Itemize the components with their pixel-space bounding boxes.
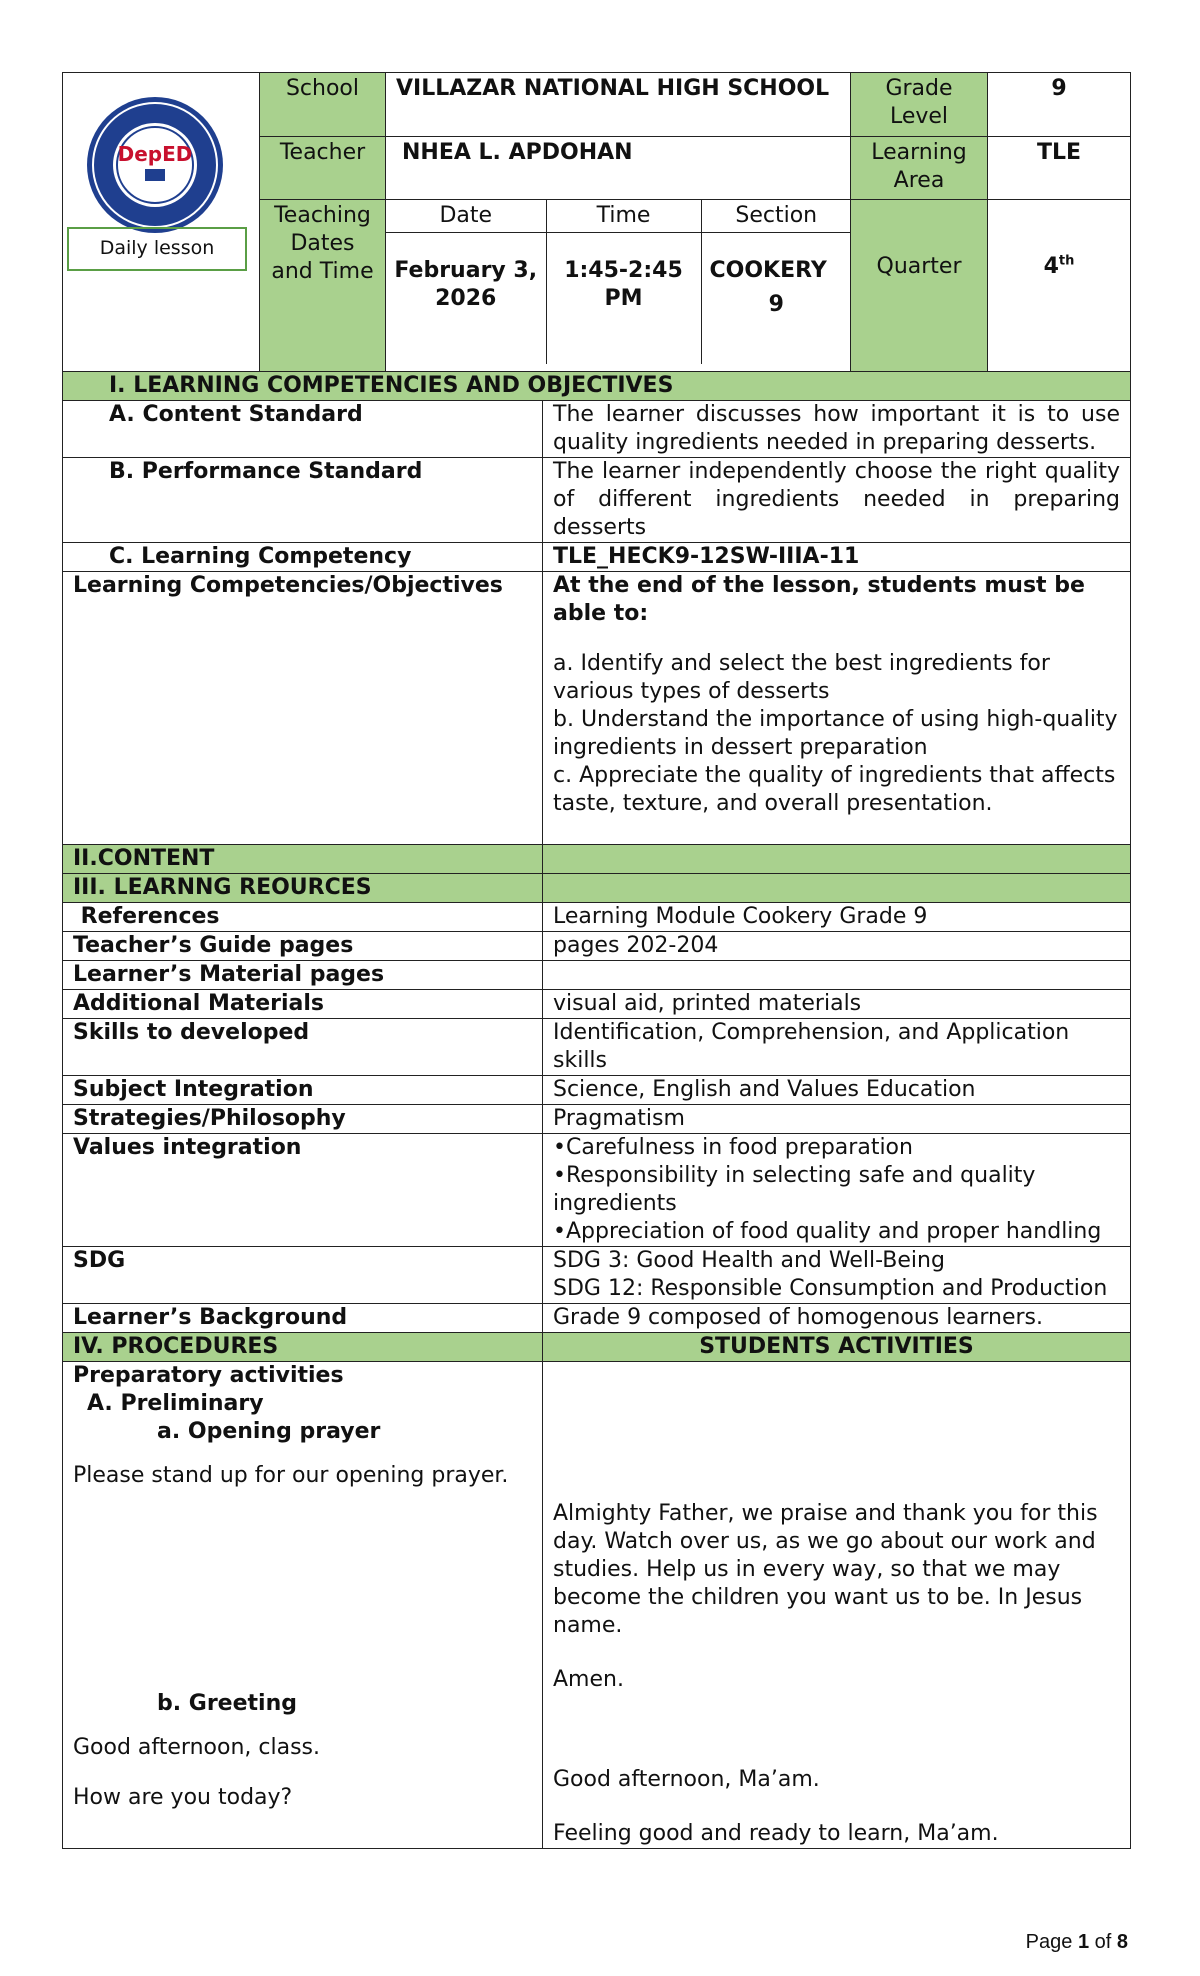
learning-area-value: TLE — [988, 136, 1131, 200]
teacher-label: Teacher — [260, 136, 386, 200]
learner-background-label: Learner’s Background — [63, 1304, 543, 1333]
learning-competency-label: C. Learning Competency — [63, 543, 543, 572]
learning-area-label: Learning Area — [851, 136, 988, 200]
section-label: Section — [701, 200, 851, 233]
lesson-body-table — [62, 371, 1131, 1849]
resource-value-additional: visual aid, printed materials — [543, 990, 1131, 1019]
objective-c: c. Appreciate the quality of ingredients that affects taste, texture, and overall presentation. — [553, 763, 1116, 816]
section-resources-heading: III. LEARNNG REOURCES — [63, 874, 543, 903]
daily-lesson-box: Daily lesson — [67, 227, 247, 271]
learning-competency-code: TLE_HECK9-12SW-IIIA-11 — [543, 543, 1131, 572]
grade-level-value: 9 — [988, 73, 1131, 137]
sdg-item: SDG 12: Responsible Consumption and Production — [553, 1276, 1108, 1301]
resource-value-tg: pages 202-204 — [543, 932, 1131, 961]
preparatory-activities-heading: Preparatory activities — [73, 1363, 344, 1388]
page-current: 1 — [1077, 1931, 1090, 1953]
objective-b: b. Understand the importance of using high-quality ingredients in dessert preparation — [553, 707, 1118, 760]
resource-value-strategies: Pragmatism — [543, 1105, 1131, 1134]
school-name: VILLAZAR NATIONAL HIGH SCHOOL — [386, 73, 851, 137]
preliminary-heading: A. Preliminary — [87, 1391, 264, 1416]
objectives-cell — [543, 572, 1131, 845]
student-prayer: Almighty Father, we praise and thank you for this day. Watch over us, as we go about our work and studies. Help us in every way, so that we may become the children you want us to be. In Jesus name. — [553, 1501, 1098, 1638]
logo-deped-text: DepED — [117, 142, 193, 166]
page-total: 8 — [1116, 1931, 1128, 1953]
objectives-label: Learning Competencies/Objectives — [63, 572, 543, 845]
section-value — [701, 233, 851, 365]
header-table — [62, 72, 1131, 372]
values-integration-label: Values integration — [63, 1134, 543, 1247]
teacher-name: NHEA L. APDOHAN — [386, 136, 851, 200]
resource-label-additional: Additional Materials — [63, 990, 543, 1019]
value-item: •Responsibility in selecting safe and quality ingredients — [553, 1163, 1036, 1216]
grade-level-label: Grade Level — [851, 73, 988, 137]
section-content-empty — [543, 845, 1131, 874]
quarter-suffix: th — [1058, 253, 1075, 269]
section-name: COOKERY — [709, 258, 827, 284]
value-item: •Carefulness in food preparation — [553, 1135, 913, 1160]
prayer-teacher-line: Please stand up for our opening prayer. — [73, 1463, 509, 1488]
content-standard-value: The learner discusses how important it is to use quality ingredients needed in preparing desserts. — [543, 401, 1131, 458]
objectives-intro: At the end of the lesson, students must be able to: — [553, 573, 1085, 626]
section-content-heading: II.CONTENT — [63, 845, 543, 874]
opening-prayer-heading: a. Opening prayer — [157, 1419, 381, 1444]
section-procedures-heading: IV. PROCEDURES — [63, 1333, 543, 1362]
time-label: Time — [546, 200, 701, 233]
logo-year-text: 1970 — [141, 191, 169, 202]
resource-label-skills: Skills to developed — [63, 1019, 543, 1076]
performance-standard-label: B. Performance Standard — [63, 458, 543, 543]
student-greeting: Good afternoon, Ma’am. — [553, 1767, 820, 1792]
values-integration-cell — [543, 1134, 1131, 1247]
resource-label-tg: Teacher’s Guide pages — [63, 932, 543, 961]
resource-value-lm — [543, 961, 1131, 990]
section-grade: 9 — [768, 292, 784, 318]
date-label: Date — [386, 200, 546, 233]
resource-label-lm: Learner’s Material pages — [63, 961, 543, 990]
school-seal-logo — [85, 95, 225, 235]
page-number-footer — [1026, 1928, 1128, 1956]
logo-cell — [63, 73, 260, 372]
resource-label-integration: Subject Integration — [63, 1076, 543, 1105]
greeting-heading: b. Greeting — [157, 1691, 297, 1716]
school-label: School — [260, 73, 386, 137]
objective-a: a. Identify and select the best ingredients for various types of desserts — [553, 651, 1050, 704]
section-resources-empty — [543, 874, 1131, 903]
greeting-teacher-line: Good afternoon, class. — [73, 1735, 320, 1760]
date-time-subtable — [386, 200, 851, 364]
sdg-item: SDG 3: Good Health and Well-Being — [553, 1248, 945, 1273]
resource-value-skills: Identification, Comprehension, and Application skills — [543, 1019, 1131, 1076]
resource-value-references: Learning Module Cookery Grade 9 — [543, 903, 1131, 932]
performance-standard-value: The learner independently choose the right quality of different ingredients needed in preparing desserts — [543, 458, 1131, 543]
section-competencies-heading: I. LEARNING COMPETENCIES AND OBJECTIVES — [63, 372, 1131, 401]
student-amen: Amen. — [553, 1667, 624, 1692]
sdg-label: SDG — [63, 1247, 543, 1304]
quarter-label: Quarter — [851, 200, 988, 372]
teaching-dates-label: Teaching Dates and Time — [260, 200, 386, 372]
resource-value-integration: Science, English and Values Education — [543, 1076, 1131, 1105]
quarter-number: 4 — [1043, 253, 1059, 279]
content-standard-label: A. Content Standard — [63, 401, 543, 458]
of-word: of — [1094, 1931, 1112, 1953]
learner-background-value: Grade 9 composed of homogenous learners. — [543, 1304, 1131, 1333]
value-item: •Appreciation of food quality and proper handling — [553, 1219, 1102, 1244]
resource-label-references: References — [63, 903, 543, 932]
time-value: 1:45-2:45 PM — [546, 233, 701, 365]
resource-label-strategies: Strategies/Philosophy — [63, 1105, 543, 1134]
teacher-activities-cell — [63, 1362, 543, 1849]
page-word: Page — [1025, 1931, 1073, 1953]
lesson-plan-page — [62, 72, 1130, 1849]
date-value: February 3, 2026 — [386, 233, 546, 365]
student-activities-cell — [543, 1362, 1131, 1849]
students-activities-heading: STUDENTS ACTIVITIES — [543, 1333, 1131, 1362]
quarter-value — [988, 200, 1131, 372]
sdg-cell — [543, 1247, 1131, 1304]
greeting-teacher-question: How are you today? — [73, 1785, 293, 1810]
student-response: Feeling good and ready to learn, Ma’am. — [553, 1821, 999, 1846]
